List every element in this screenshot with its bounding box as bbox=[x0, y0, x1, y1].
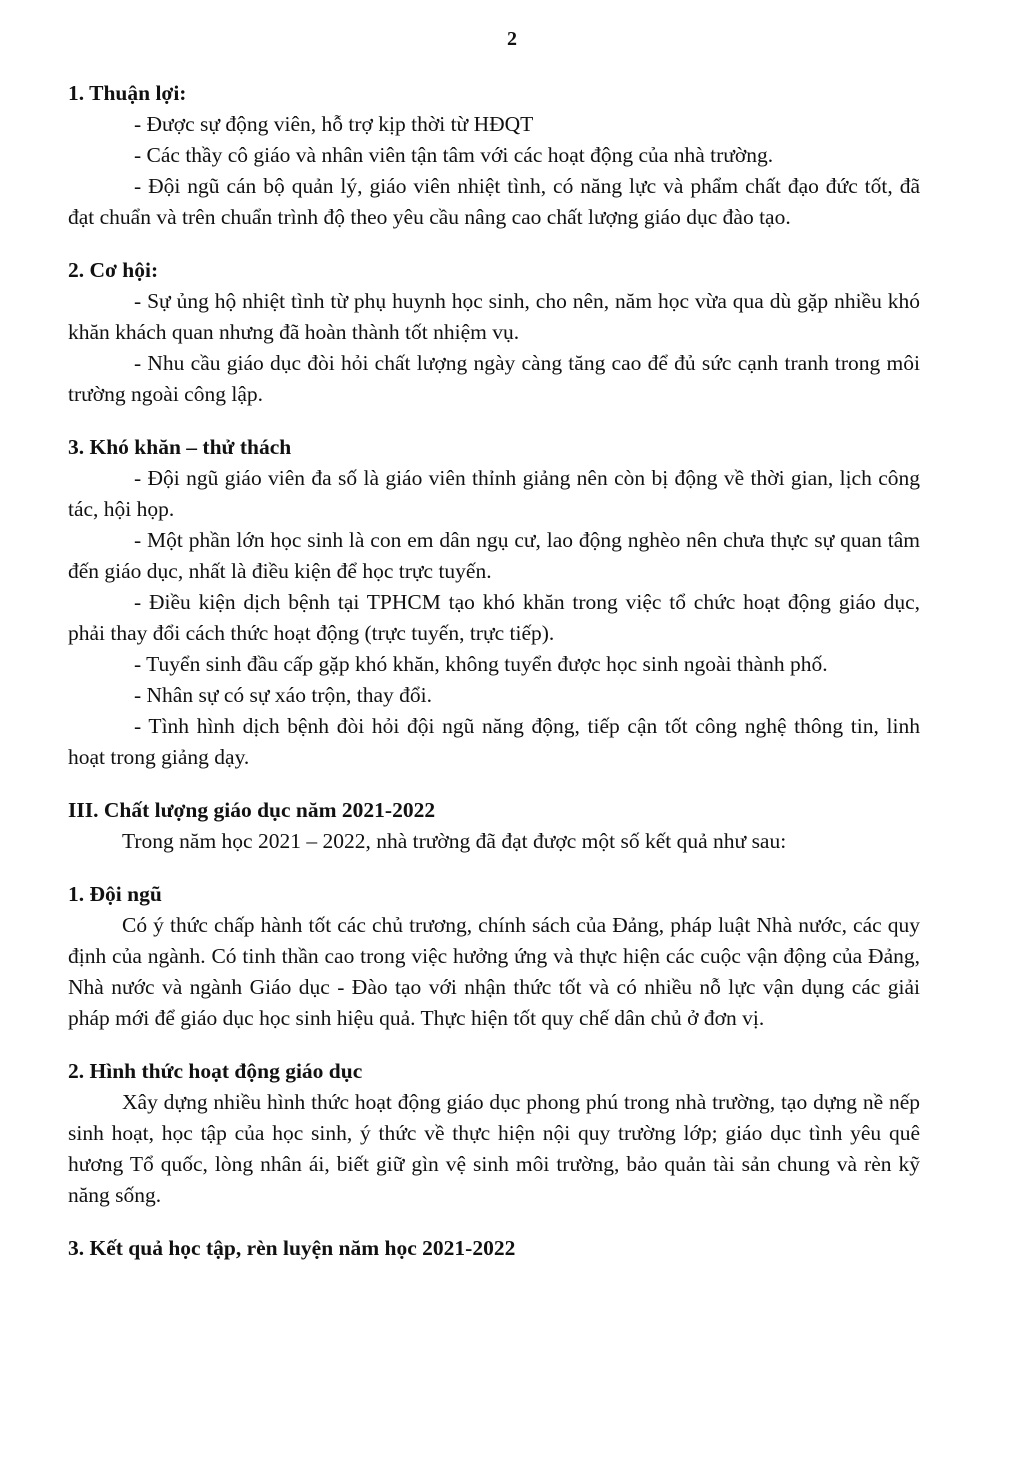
list-item: - Được sự động viên, hỗ trợ kịp thời từ HĐQT bbox=[134, 112, 534, 136]
heading-co-hoi: 2. Cơ hội: bbox=[68, 258, 159, 282]
section-intro: Trong năm học 2021 – 2022, nhà trường đã đạt được một số kết quả như sau: bbox=[122, 829, 787, 853]
list-item: - Tình hình dịch bệnh đòi hỏi đội ngũ năng động, tiếp cận tốt công nghệ thông tin, linh hoạt trong giảng dạy. bbox=[68, 714, 920, 769]
paragraph-hinh-thuc: Xây dựng nhiều hình thức hoạt động giáo dục phong phú trong nhà trường, tạo dựng nề nếp sinh hoạt, học tập của học sinh, ý thức về thực hiện nội quy trường lớp; giáo dục tình yêu quê hương Tổ quốc, lòng nhân ái, biết giữ gìn vệ sinh môi trường, bảo quản tài sản chung và rèn kỹ năng sống. bbox=[68, 1090, 920, 1207]
list-item: - Sự ủng hộ nhiệt tình từ phụ huynh học sinh, cho nên, năm học vừa qua dù gặp nhiều khó khăn khách quan nhưng đã hoàn thành tốt nhiệm vụ. bbox=[68, 289, 920, 344]
list-item: - Đội ngũ giáo viên đa số là giáo viên thỉnh giảng nên còn bị động về thời gian, lịch công tác, hội họp. bbox=[68, 466, 920, 521]
list-item: - Đội ngũ cán bộ quản lý, giáo viên nhiệt tình, có năng lực và phẩm chất đạo đức tốt, đã đạt chuẩn và trên chuẩn trình độ theo yêu cầu nâng cao chất lượng giáo dục đào tạo. bbox=[68, 174, 920, 229]
paragraph-doi-ngu: Có ý thức chấp hành tốt các chủ trương, chính sách của Đảng, pháp luật Nhà nước, các quy định của ngành. Có tinh thần cao trong việc hưởng ứng và thực hiện các cuộc vận động của Đảng, Nhà nước và ngành Giáo dục - Đào tạo với nhận thức tốt và có nhiều nỗ lực vận dụng các giải pháp mới để giáo dục học sinh hiệu quả. Thực hiện tốt quy chế dân chủ ở đơn vị. bbox=[68, 913, 920, 1030]
list-item: - Nhu cầu giáo dục đòi hỏi chất lượng ngày càng tăng cao để đủ sức cạnh tranh trong môi trường ngoài công lập. bbox=[68, 351, 920, 406]
heading-doi-ngu: 1. Đội ngũ bbox=[68, 882, 162, 906]
list-item: - Nhân sự có sự xáo trộn, thay đổi. bbox=[134, 683, 432, 707]
heading-thuan-loi: 1. Thuận lợi: bbox=[68, 81, 187, 105]
list-item: - Một phần lớn học sinh là con em dân ngụ cư, lao động nghèo nên chưa thực sự quan tâm đến giáo dục, nhất là điều kiện để học trực tuyến. bbox=[68, 528, 920, 583]
heading-ket-qua: 3. Kết quả học tập, rèn luyện năm học 2021-2022 bbox=[68, 1236, 516, 1260]
page-number: 2 bbox=[507, 28, 517, 50]
list-item: - Các thầy cô giáo và nhân viên tận tâm với các hoạt động của nhà trường. bbox=[134, 143, 774, 167]
heading-hinh-thuc: 2. Hình thức hoạt động giáo dục bbox=[68, 1059, 363, 1083]
list-item: - Tuyển sinh đầu cấp gặp khó khăn, không tuyển được học sinh ngoài thành phố. bbox=[134, 652, 828, 676]
list-item: - Điều kiện dịch bệnh tại TPHCM tạo khó khăn trong việc tổ chức hoạt động giáo dục, phải thay đổi cách thức hoạt động (trực tuyến, trực tiếp). bbox=[68, 590, 920, 645]
heading-kho-khan: 3. Khó khăn – thử thách bbox=[68, 435, 292, 459]
document-body bbox=[68, 78, 920, 1264]
heading-chat-luong: III. Chất lượng giáo dục năm 2021-2022 bbox=[68, 798, 436, 822]
